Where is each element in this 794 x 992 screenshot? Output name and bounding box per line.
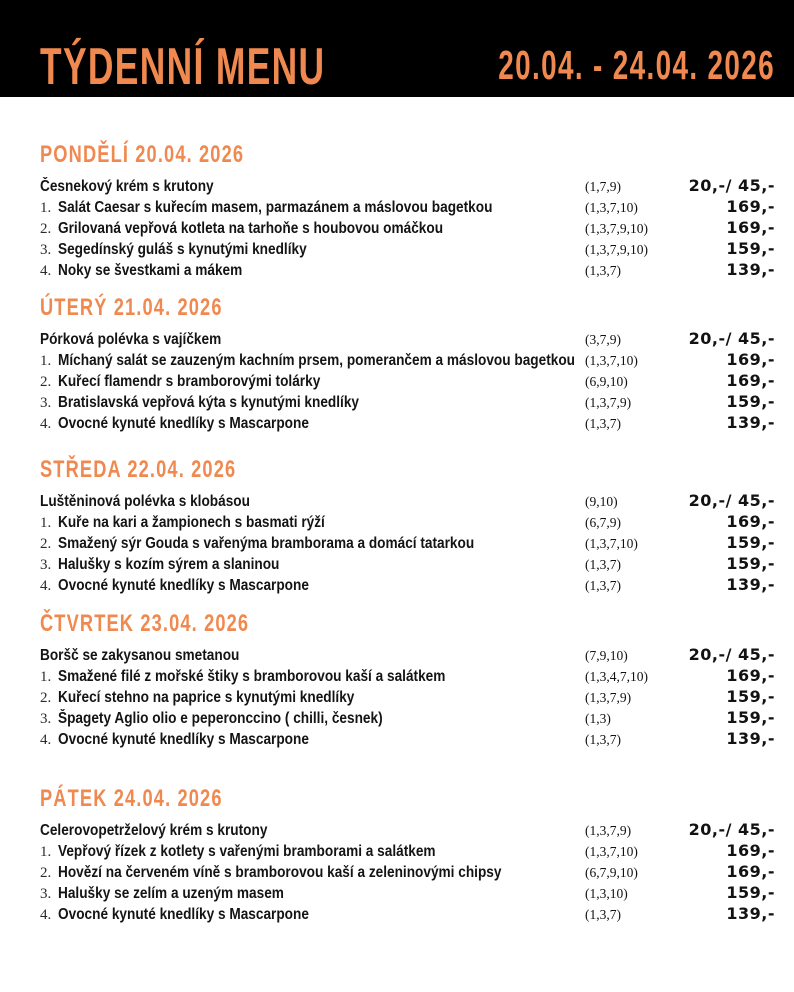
dish-price: 169,- [726, 218, 775, 237]
soup-row [40, 328, 775, 349]
soup-row [40, 644, 775, 665]
day-heading [40, 458, 775, 482]
dish-price: 159,- [726, 554, 775, 573]
dish-name: Salát Caesar s kuřecím masem, parmazánem a máslovou bagetkou [58, 199, 493, 216]
dish-price: 169,- [726, 666, 775, 685]
dish-main [40, 197, 585, 219]
day-heading-text: PONDĚLÍ 20.04. 2026 [40, 141, 245, 168]
dish-name: Celerovopetrželový krém s krutony [40, 822, 268, 839]
soup-row [40, 490, 775, 511]
dish-number: 3. [40, 242, 52, 258]
dish-row [40, 349, 775, 370]
dish-allergens: (1,3,7) [585, 416, 621, 431]
dish-number: 4. [40, 263, 52, 279]
dish-name: Vepřový řízek z kotlety s vařenými bramborami a salátkem [58, 843, 436, 860]
dish-allergens: (6,7,9,10) [585, 865, 638, 880]
dish-main [40, 862, 585, 884]
dish-name: Grilovaná vepřová kotleta na tarhoňe s houbovou omáčkou [58, 220, 444, 237]
dish-price: 159,- [726, 533, 775, 552]
dish-main [40, 904, 585, 926]
dish-main [40, 392, 585, 414]
dish-row [40, 196, 775, 217]
page-title: TÝDENNÍ MENU [40, 38, 326, 96]
dish-main [40, 176, 585, 197]
dish-price: 169,- [726, 197, 775, 216]
dish-name: Bratislavská vepřová kýta s kynutými knedlíky [58, 394, 360, 411]
dish-allergens: (6,7,9) [585, 515, 621, 530]
dish-allergens: (1,3,7,10) [585, 536, 638, 551]
soup-row [40, 819, 775, 840]
day-section [40, 612, 775, 749]
dish-number: 1. [40, 515, 52, 531]
dish-row [40, 686, 775, 707]
dish-price: 169,- [726, 350, 775, 369]
dish-price: 159,- [726, 708, 775, 727]
dish-row [40, 532, 775, 553]
day-heading-text: ÚTERÝ 21.04. 2026 [40, 294, 223, 321]
dish-number: 2. [40, 865, 52, 881]
date-range: 20.04. - 24.04. 2026 [498, 42, 775, 88]
dish-row [40, 238, 775, 259]
dish-number: 3. [40, 557, 52, 573]
dish-row [40, 861, 775, 882]
dish-row [40, 665, 775, 686]
dish-allergens: (1,7,9) [585, 179, 621, 194]
dish-name: Kuře na kari a žampionech s basmati rýží [58, 514, 325, 531]
dish-allergens: (1,3,4,7,10) [585, 669, 648, 684]
dish-main [40, 666, 585, 688]
dish-row [40, 840, 775, 861]
dish-price: 159,- [726, 392, 775, 411]
dish-main [40, 218, 585, 240]
dish-allergens: (1,3,7,10) [585, 200, 638, 215]
dish-row [40, 217, 775, 238]
dish-allergens: (1,3,7,10) [585, 353, 638, 368]
dish-name: Hovězí na červeném víně s bramborovou kaší a zeleninovými chipsy [58, 864, 502, 881]
dish-price: 169,- [726, 841, 775, 860]
dish-allergens: (1,3) [585, 711, 611, 726]
dish-name: Halušky se zelím a uzeným masem [58, 885, 284, 902]
dish-allergens: (1,3,7) [585, 557, 621, 572]
day-heading [40, 296, 775, 320]
day-heading [40, 787, 775, 811]
dish-price: 20,-/ 45,- [688, 329, 775, 348]
dish-main [40, 260, 585, 282]
dish-name: Ovocné kynuté knedlíky s Mascarpone [58, 731, 309, 748]
dish-main [40, 413, 585, 435]
dish-price: 169,- [726, 371, 775, 390]
dish-main [40, 729, 585, 751]
dish-name: Segedínský guláš s kynutými knedlíky [58, 241, 307, 258]
dish-number: 4. [40, 907, 52, 923]
dish-name: Luštěninová polévka s klobásou [40, 493, 250, 510]
menu [0, 143, 794, 924]
dish-main [40, 841, 585, 863]
dish-price: 139,- [726, 575, 775, 594]
day-heading [40, 612, 775, 636]
dish-number: 4. [40, 578, 52, 594]
dish-allergens: (1,3,7,10) [585, 844, 638, 859]
dish-allergens: (6,9,10) [585, 374, 628, 389]
dish-price: 169,- [726, 862, 775, 881]
dish-name: Smažené filé z mořské štiky s bramborovou kaší a salátkem [58, 668, 446, 685]
dish-main [40, 883, 585, 905]
dish-price: 20,-/ 45,- [688, 176, 775, 195]
dish-name: Boršč se zakysanou smetanou [40, 647, 240, 664]
dish-row [40, 259, 775, 280]
dish-main [40, 533, 585, 555]
dish-row [40, 882, 775, 903]
dish-number: 2. [40, 221, 52, 237]
dish-price: 139,- [726, 729, 775, 748]
dish-row [40, 370, 775, 391]
dish-price: 139,- [726, 413, 775, 432]
dish-main [40, 554, 585, 576]
dish-main [40, 708, 585, 730]
dish-allergens: (7,9,10) [585, 648, 628, 663]
dish-name: Pórková polévka s vajíčkem [40, 331, 222, 348]
dish-name: Ovocné kynuté knedlíky s Mascarpone [58, 577, 309, 594]
dish-allergens: (9,10) [585, 494, 618, 509]
dish-row [40, 707, 775, 728]
dish-number: 2. [40, 536, 52, 552]
dish-number: 2. [40, 374, 52, 390]
dish-name: Ovocné kynuté knedlíky s Mascarpone [58, 415, 309, 432]
dish-row [40, 511, 775, 532]
dish-allergens: (1,3,7) [585, 732, 621, 747]
dish-allergens: (1,3,7,9,10) [585, 242, 648, 257]
day-heading [40, 143, 775, 167]
dish-main [40, 645, 585, 666]
header [0, 0, 794, 97]
dish-number: 4. [40, 732, 52, 748]
dish-main [40, 491, 585, 512]
day-heading-text: PÁTEK 24.04. 2026 [40, 785, 223, 812]
dish-number: 3. [40, 886, 52, 902]
day-section [40, 458, 775, 595]
dish-name: Míchaný salát se zauzeným kachním prsem, pomerančem a máslovou bagetkou [58, 352, 575, 369]
day-heading-text: STŘEDA 22.04. 2026 [40, 456, 237, 483]
dish-row [40, 391, 775, 412]
dish-allergens: (1,3,10) [585, 886, 628, 901]
dish-price: 139,- [726, 904, 775, 923]
dish-allergens: (1,3,7,9) [585, 823, 632, 838]
dish-row [40, 728, 775, 749]
dish-row [40, 412, 775, 433]
dish-price: 159,- [726, 883, 775, 902]
day-heading-text: ČTVRTEK 23.04. 2026 [40, 610, 250, 637]
day-section [40, 787, 775, 924]
dish-price: 169,- [726, 512, 775, 531]
dish-name: Česnekový krém s krutony [40, 178, 214, 195]
day-section [40, 296, 775, 433]
dish-number: 1. [40, 353, 52, 369]
dish-number: 2. [40, 690, 52, 706]
dish-number: 4. [40, 416, 52, 432]
dish-number: 3. [40, 395, 52, 411]
dish-allergens: (1,3,7) [585, 578, 621, 593]
dish-allergens: (1,3,7) [585, 907, 621, 922]
dish-number: 1. [40, 844, 52, 860]
dish-number: 3. [40, 711, 52, 727]
dish-main [40, 329, 585, 350]
dish-row [40, 903, 775, 924]
dish-name: Smažený sýr Gouda s vařenýma bramborama a domácí tatarkou [58, 535, 475, 552]
dish-price: 139,- [726, 260, 775, 279]
dish-name: Kuřecí stehno na paprice s kynutými knedlíky [58, 689, 355, 706]
dish-row [40, 553, 775, 574]
dish-name: Špagety Aglio olio e peperonccino ( chilli, česnek) [58, 710, 383, 727]
dish-main [40, 820, 585, 841]
dish-main [40, 350, 585, 372]
dish-number: 1. [40, 200, 52, 216]
dish-price: 20,-/ 45,- [688, 645, 775, 664]
dish-name: Kuřecí flamendr s bramborovými tolárky [58, 373, 321, 390]
dish-main [40, 687, 585, 709]
dish-name: Halušky s kozím sýrem a slaninou [58, 556, 280, 573]
dish-price: 20,-/ 45,- [688, 820, 775, 839]
dish-row [40, 574, 775, 595]
soup-row [40, 175, 775, 196]
dish-price: 159,- [726, 687, 775, 706]
dish-allergens: (1,3,7) [585, 263, 621, 278]
dish-name: Ovocné kynuté knedlíky s Mascarpone [58, 906, 309, 923]
dish-allergens: (1,3,7,9,10) [585, 221, 648, 236]
dish-main [40, 239, 585, 261]
dish-name: Noky se švestkami a mákem [58, 262, 243, 279]
dish-main [40, 575, 585, 597]
dish-allergens: (3,7,9) [585, 332, 621, 347]
day-section [40, 143, 775, 280]
dish-number: 1. [40, 669, 52, 685]
dish-allergens: (1,3,7,9) [585, 690, 632, 705]
dish-price: 20,-/ 45,- [688, 491, 775, 510]
dish-main [40, 371, 585, 393]
dish-allergens: (1,3,7,9) [585, 395, 632, 410]
dish-main [40, 512, 585, 534]
dish-price: 159,- [726, 239, 775, 258]
